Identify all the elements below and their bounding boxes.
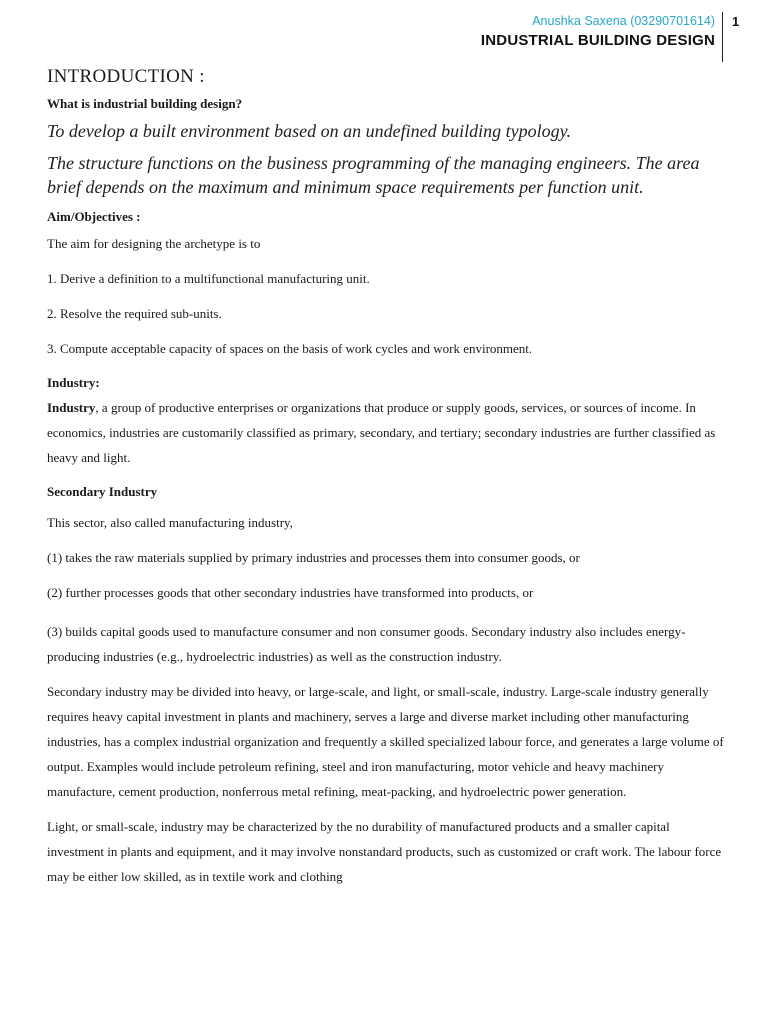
header-title: INDUSTRIAL BUILDING DESIGN <box>480 32 715 49</box>
intro-lead-1: To develop a built environment based on an undefined building typology. <box>47 121 572 141</box>
intro-heading: INTRODUCTION : <box>47 66 205 87</box>
secondary-intro: This sector, also called manufacturing industry, <box>47 515 293 530</box>
aim-item-1: 1. Derive a definition to a multifunctional manufacturing unit. <box>47 271 370 286</box>
industry-heading: Industry: <box>47 375 100 390</box>
aims-heading: Aim/Objectives : <box>47 209 141 224</box>
aim-item-3: 3. Compute acceptable capacity of spaces on the basis of work cycles and work environment. <box>47 341 533 356</box>
document-body <box>47 66 727 899</box>
secondary-point-2: (2) further processes goods that other secondary industries have transformed into products, or <box>47 585 534 600</box>
intro-lead-2: The structure functions on the business programming of the managing engineers. The area brief depends on the maximum and minimum space requirements per function unit. <box>47 153 700 197</box>
page-number: 1 <box>732 14 740 29</box>
aims-intro: The aim for designing the archetype is to <box>47 236 261 251</box>
industry-definition <box>47 395 727 470</box>
page-header <box>0 10 768 66</box>
header-divider <box>722 12 723 62</box>
industry-term: Industry <box>47 400 96 415</box>
header-author: Anushka Saxena (03290701614) <box>532 14 715 28</box>
secondary-paragraph-1: Secondary industry may be divided into heavy, or large-scale, and light, or small-scale, industry. Large-scale industry generally requires heavy capital investment in plants and machinery, serves a large and diverse market including other manufacturing industries, has a complex industrial organization and frequently a skilled specialized labour force, and generates a large volume of output. Examples would include petroleum refining, steel and iron manufacturing, motor vehicle and heavy machinery manufacture, cement production, nonferrous metal refining, meat-packing, and hydroelectric power generation. <box>47 684 724 799</box>
industry-definition-text: , a group of productive enterprises or organizations that produce or supply goods, services, or sources of income. In economics, industries are customarily classified as primary, secondary, and tertiary; secondary industries are further classified as heavy and light. <box>47 400 716 465</box>
intro-question: What is industrial building design? <box>47 96 243 111</box>
secondary-point-3: (3) builds capital goods used to manufacture consumer and non consumer goods. Secondary industry also includes energy-producing industries (e.g., hydroelectric industries) as well as the construction industry. <box>47 624 686 664</box>
secondary-point-1: (1) takes the raw materials supplied by primary industries and processes them into consumer goods, or <box>47 550 580 565</box>
aim-item-2: 2. Resolve the required sub-units. <box>47 306 222 321</box>
secondary-paragraph-2: Light, or small-scale, industry may be characterized by the no durability of manufactured products and a smaller capital investment in plants and equipment, and it may involve nonstandard products, such as customized or craft work. The labour force may be either low skilled, as in textile work and clothing <box>47 819 722 884</box>
secondary-heading: Secondary Industry <box>47 484 158 499</box>
